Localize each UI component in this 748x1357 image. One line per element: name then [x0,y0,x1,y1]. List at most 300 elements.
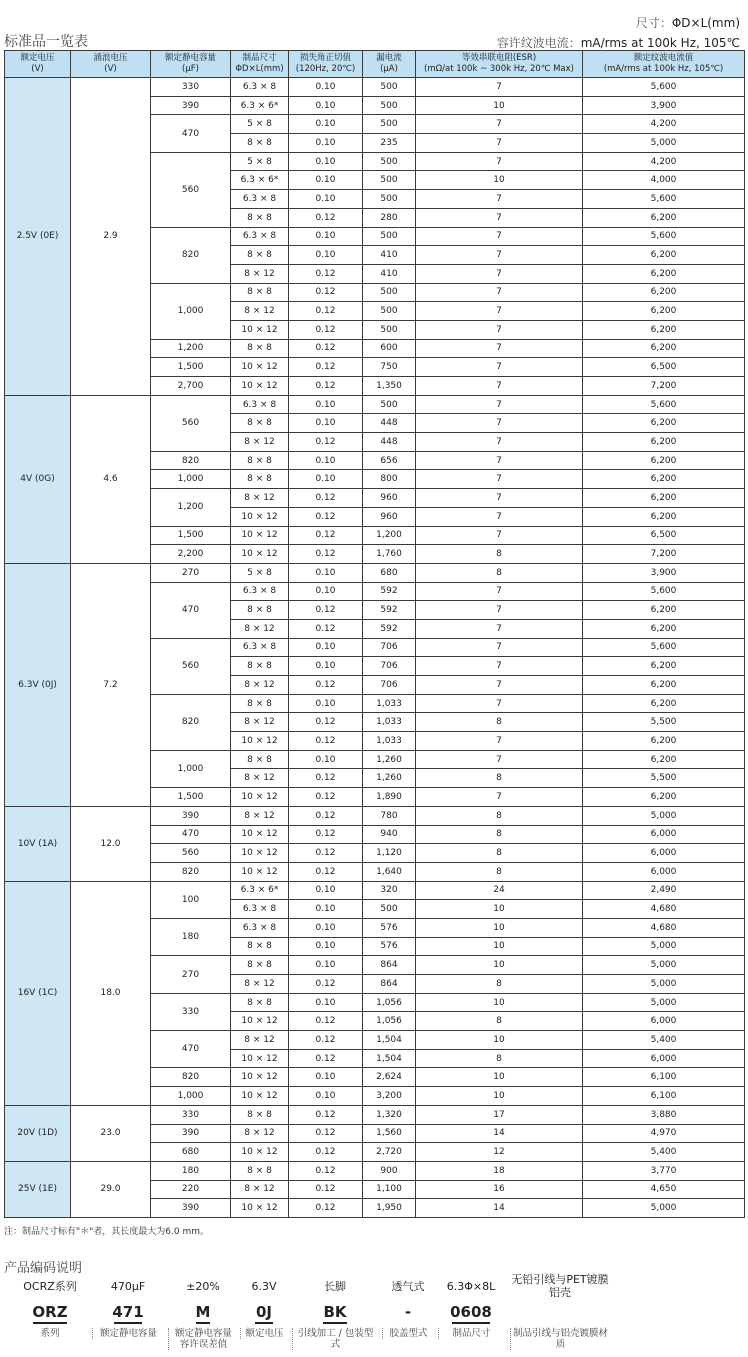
size-cell: 8 × 12 [231,302,289,321]
tan-delta-cell: 0.12 [289,1161,363,1180]
code-example: 470μF [110,1279,146,1293]
table-header [5,51,745,78]
esr-cell: 14 [416,1124,583,1143]
tan-delta-cell: 0.10 [289,638,363,657]
ripple-cell: 6,200 [583,451,745,470]
leakage-cell: 500 [363,190,416,209]
column-header-title: 额定静电容量 [164,53,216,63]
leakage-cell: 280 [363,208,416,227]
size-cell: 8 × 12 [231,713,289,732]
leakage-cell: 750 [363,358,416,377]
size-cell: 10 × 12 [231,358,289,377]
esr-cell: 10 [416,96,583,115]
size-cell: 6.3 × 8 [231,900,289,919]
column-header-title: 额定电压 [20,53,55,63]
code-underline [196,1322,210,1324]
ripple-cell: 5,000 [583,993,745,1012]
capacitance-cell: 560 [151,844,231,863]
tan-delta-cell: 0.12 [289,302,363,321]
code-description: 额定电压 [240,1328,288,1339]
leakage-cell: 592 [363,619,416,638]
size-cell: 8 × 8 [231,208,289,227]
surge-voltage-cell: 29.0 [71,1161,151,1217]
tan-delta-cell: 0.12 [289,862,363,881]
table-row [5,563,745,582]
column-header-unit: (120Hz, 20℃) [295,64,356,74]
leakage-cell: 410 [363,264,416,283]
tan-delta-cell: 0.10 [289,956,363,975]
tan-delta-cell: 0.10 [289,563,363,582]
ripple-cell: 6,200 [583,246,745,265]
tan-delta-cell: 0.12 [289,788,363,807]
ripple-cell: 4,680 [583,900,745,919]
capacitance-cell: 560 [151,152,231,227]
column-header-title: 制品尺寸 [242,53,277,63]
table-row [5,806,745,825]
code-description: 引线加工 / 包装型式 [292,1328,378,1350]
size-cell: 10 × 12 [231,526,289,545]
ripple-cell: 6,200 [583,489,745,508]
size-cell: 8 × 12 [231,1031,289,1050]
esr-cell: 7 [416,676,583,695]
column-header-unit: (μA) [380,64,398,74]
ripple-cell: 5,600 [583,227,745,246]
column-header-unit: (V) [31,64,44,74]
leakage-cell: 500 [363,302,416,321]
code-example: 透气式 [391,1279,425,1293]
size-cell: 10 × 12 [231,320,289,339]
leakage-cell: 1,056 [363,1012,416,1031]
esr-cell: 7 [416,395,583,414]
esr-cell: 7 [416,358,583,377]
footnote: 注：制品尺寸标有"＊"者，其长度最大为6.0 mm。 [4,1227,209,1237]
capacitance-cell: 330 [151,993,231,1030]
size-cell: 6.3 × 8 [231,582,289,601]
esr-cell: 7 [416,264,583,283]
ripple-cell: 6,500 [583,358,745,377]
tan-delta-cell: 0.12 [289,806,363,825]
tan-delta-cell: 0.10 [289,582,363,601]
tan-delta-cell: 0.12 [289,358,363,377]
tan-delta-cell: 0.12 [289,507,363,526]
code-example: 6.3V [251,1279,277,1293]
tan-delta-cell: 0.10 [289,78,363,97]
tan-delta-cell: 0.12 [289,264,363,283]
size-cell: 10 × 12 [231,732,289,751]
esr-cell: 8 [416,769,583,788]
rated-voltage-cell: 2.5V (0E) [5,78,71,396]
leakage-cell: 500 [363,395,416,414]
leakage-cell: 2,720 [363,1143,416,1162]
esr-cell: 7 [416,320,583,339]
capacitance-cell: 2,700 [151,377,231,396]
capacitance-cell: 2,200 [151,545,231,564]
capacitance-cell: 100 [151,881,231,918]
esr-cell: 12 [416,1143,583,1162]
leakage-cell: 1,033 [363,713,416,732]
ripple-cell: 3,900 [583,96,745,115]
esr-cell: 7 [416,619,583,638]
tan-delta-cell: 0.12 [289,320,363,339]
capacitance-cell: 390 [151,1199,231,1218]
code-underline [114,1322,142,1324]
table-row [5,881,745,900]
ripple-cell: 5,600 [583,78,745,97]
code-section-title: 产品编码说明 [4,1261,83,1276]
leakage-cell: 500 [363,115,416,134]
ripple-cell: 7,200 [583,545,745,564]
size-cell: 10 × 12 [231,1143,289,1162]
ripple-cell: 6,200 [583,732,745,751]
size-cell: 6.3 × 8 [231,190,289,209]
leakage-cell: 1,504 [363,1049,416,1068]
capacitance-cell: 390 [151,1124,231,1143]
column-header-unit: (mΩ/at 100k ~ 300k Hz, 20℃ Max) [424,64,574,74]
size-cell: 6.3 × 8 [231,227,289,246]
ripple-cell: 5,600 [583,582,745,601]
esr-cell: 8 [416,713,583,732]
size-cell: 8 × 12 [231,806,289,825]
tan-delta-cell: 0.12 [289,1031,363,1050]
size-cell: 6.3 × 6* [231,96,289,115]
esr-cell: 7 [416,283,583,302]
tan-delta-cell: 0.12 [289,1105,363,1124]
size-cell: 10 × 12 [231,825,289,844]
tan-delta-cell: 0.10 [289,694,363,713]
capacitance-cell: 390 [151,96,231,115]
leakage-cell: 1,560 [363,1124,416,1143]
tan-delta-cell: 0.12 [289,601,363,620]
esr-cell: 7 [416,451,583,470]
esr-cell: 7 [416,339,583,358]
code-value: - [404,1303,412,1321]
size-cell: 5 × 8 [231,115,289,134]
size-cell: 6.3 × 6* [231,171,289,190]
code-description: 系列 [40,1328,60,1339]
esr-cell: 7 [416,78,583,97]
code-underline [452,1322,490,1324]
code-example: OCRZ系列 [23,1279,77,1293]
capacitance-cell: 470 [151,582,231,638]
size-cell: 5 × 8 [231,152,289,171]
ripple-cell: 2,490 [583,881,745,900]
leakage-cell: 2,624 [363,1068,416,1087]
code-segment [92,1270,164,1339]
esr-cell: 8 [416,806,583,825]
surge-voltage-cell: 2.9 [71,78,151,396]
capacitance-cell: 820 [151,1068,231,1087]
esr-cell: 7 [416,377,583,396]
esr-cell: 7 [416,582,583,601]
esr-cell: 10 [416,1031,583,1050]
leakage-cell: 656 [363,451,416,470]
tan-delta-cell: 0.10 [289,918,363,937]
ripple-cell: 5,000 [583,806,745,825]
ripple-cell: 6,500 [583,526,745,545]
leakage-cell: 780 [363,806,416,825]
leakage-cell: 1,200 [363,526,416,545]
tan-delta-cell: 0.10 [289,246,363,265]
ripple-cell: 5,000 [583,956,745,975]
rated-voltage-cell: 20V (1D) [5,1105,71,1161]
capacitance-cell: 330 [151,78,231,97]
ripple-cell: 5,000 [583,975,745,994]
column-header-title: 等效串联电阻(ESR) [461,53,537,63]
ripple-cell: 6,200 [583,507,745,526]
esr-cell: 8 [416,825,583,844]
ripple-cell: 3,770 [583,1161,745,1180]
capacitance-cell: 680 [151,1143,231,1162]
esr-cell: 7 [416,134,583,153]
size-cell: 10 × 12 [231,862,289,881]
esr-cell: 7 [416,601,583,620]
code-description: 胶盖型式 [382,1328,434,1339]
tan-delta-cell: 0.12 [289,713,363,732]
ripple-cell: 5,600 [583,395,745,414]
size-cell: 5 × 8 [231,563,289,582]
size-cell: 8 × 8 [231,601,289,620]
code-segment [382,1270,434,1339]
code-description: 制品引线与铝壳镀膜材质 [510,1328,610,1350]
ripple-cell: 6,200 [583,414,745,433]
code-description: 额定静电容量容许误差值 [168,1328,238,1350]
tan-delta-cell: 0.10 [289,96,363,115]
ripple-cell: 6,200 [583,320,745,339]
tan-delta-cell: 0.10 [289,1087,363,1106]
ripple-cell: 6,000 [583,825,745,844]
leakage-cell: 706 [363,638,416,657]
code-value: ORZ [32,1303,68,1321]
rated-voltage-cell: 6.3V (0J) [5,563,71,806]
size-cell: 8 × 8 [231,451,289,470]
tan-delta-cell: 0.10 [289,152,363,171]
column-header-unit: (V) [104,64,117,74]
surge-voltage-cell: 23.0 [71,1105,151,1161]
ripple-cell: 7,200 [583,377,745,396]
size-cell: 8 × 12 [231,1180,289,1199]
tan-delta-cell: 0.10 [289,657,363,676]
ripple-cell: 6,000 [583,862,745,881]
leakage-cell: 800 [363,470,416,489]
tan-delta-cell: 0.10 [289,750,363,769]
size-cell: 8 × 8 [231,694,289,713]
leakage-cell: 500 [363,171,416,190]
column-header [289,51,363,78]
ripple-cell: 6,200 [583,433,745,452]
ripple-cell: 6,000 [583,1049,745,1068]
code-underline [255,1322,273,1324]
size-cell: 8 × 8 [231,246,289,265]
column-header [416,51,583,78]
esr-cell: 7 [416,526,583,545]
leakage-cell: 576 [363,918,416,937]
leakage-cell: 940 [363,825,416,844]
size-cell: 10 × 12 [231,1012,289,1031]
esr-cell: 7 [416,302,583,321]
size-cell: 8 × 12 [231,433,289,452]
tan-delta-cell: 0.12 [289,545,363,564]
tan-delta-cell: 0.12 [289,489,363,508]
code-example: ±20% [186,1279,220,1293]
column-header [71,51,151,78]
tan-delta-cell: 0.12 [289,825,363,844]
code-value: M [195,1303,211,1321]
esr-cell: 7 [416,115,583,134]
tan-delta-cell: 0.10 [289,414,363,433]
size-cell: 8 × 8 [231,134,289,153]
capacitance-cell: 1,200 [151,489,231,526]
esr-cell: 10 [416,918,583,937]
ripple-cell: 6,200 [583,264,745,283]
tan-delta-cell: 0.12 [289,377,363,396]
tan-delta-cell: 0.12 [289,769,363,788]
code-example: 长脚 [324,1279,346,1293]
tan-delta-cell: 0.12 [289,619,363,638]
leakage-cell: 960 [363,489,416,508]
leakage-cell: 3,200 [363,1087,416,1106]
size-cell: 10 × 12 [231,1049,289,1068]
tan-delta-cell: 0.12 [289,1199,363,1218]
code-segment [438,1270,504,1339]
leakage-cell: 1,640 [363,862,416,881]
column-header-title: 额定纹波电流值 [633,53,694,63]
esr-cell: 7 [416,788,583,807]
rated-voltage-cell: 16V (1C) [5,881,71,1105]
tan-delta-cell: 0.10 [289,227,363,246]
esr-cell: 14 [416,1199,583,1218]
size-cell: 8 × 12 [231,975,289,994]
column-header-unit: ΦD×L(mm) [235,64,284,74]
esr-cell: 7 [416,414,583,433]
tan-delta-cell: 0.12 [289,676,363,695]
column-header [363,51,416,78]
esr-cell: 8 [416,844,583,863]
size-cell: 8 × 8 [231,657,289,676]
esr-cell: 7 [416,208,583,227]
leakage-cell: 680 [363,563,416,582]
leakage-cell: 500 [363,227,416,246]
tan-delta-cell: 0.12 [289,1124,363,1143]
column-header-title: 损失角正切值 [299,53,351,63]
table-row [5,395,745,414]
capacitance-cell: 470 [151,115,231,152]
ripple-cell: 5,600 [583,190,745,209]
leakage-cell: 1,760 [363,545,416,564]
tan-delta-cell: 0.12 [289,844,363,863]
esr-cell: 7 [416,489,583,508]
tan-delta-cell: 0.10 [289,993,363,1012]
esr-cell: 7 [416,732,583,751]
size-cell: 8 × 12 [231,1124,289,1143]
code-underline [323,1322,347,1324]
size-cell: 8 × 12 [231,264,289,283]
esr-cell: 7 [416,227,583,246]
code-underline [33,1322,67,1324]
leakage-cell: 1,890 [363,788,416,807]
tan-delta-cell: 0.10 [289,470,363,489]
leakage-cell: 592 [363,601,416,620]
size-cell: 8 × 12 [231,769,289,788]
tan-delta-cell: 0.10 [289,451,363,470]
ripple-cell: 6,200 [583,601,745,620]
esr-cell: 7 [416,246,583,265]
size-cell: 6.3 × 6* [231,881,289,900]
tan-delta-cell: 0.12 [289,208,363,227]
size-cell: 8 × 8 [231,1105,289,1124]
column-header-title: 漏电流 [376,53,402,63]
ripple-cell: 4,650 [583,1180,745,1199]
size-cell: 8 × 8 [231,750,289,769]
leakage-cell: 1,120 [363,844,416,863]
leakage-cell: 1,320 [363,1105,416,1124]
tan-delta-cell: 0.12 [289,526,363,545]
esr-cell: 7 [416,433,583,452]
tan-delta-cell: 0.10 [289,881,363,900]
ripple-cell: 5,500 [583,713,745,732]
ripple-cell: 6,100 [583,1087,745,1106]
capacitance-cell: 270 [151,563,231,582]
esr-cell: 8 [416,1049,583,1068]
tan-delta-cell: 0.10 [289,937,363,956]
code-value: 0J [255,1303,273,1321]
esr-cell: 8 [416,862,583,881]
leakage-cell: 592 [363,582,416,601]
capacitance-cell: 330 [151,1105,231,1124]
ripple-unit-value: mA/rms at 100k Hz, 105℃ [580,36,740,50]
code-example: 无铅引线与PET镀膜铝壳 [511,1273,609,1299]
tan-delta-cell: 0.12 [289,283,363,302]
capacitance-cell: 1,500 [151,526,231,545]
capacitance-cell: 820 [151,862,231,881]
column-header [151,51,231,78]
capacitance-cell: 470 [151,1031,231,1068]
capacitance-cell: 1,000 [151,283,231,339]
capacitance-cell: 390 [151,806,231,825]
ripple-cell: 5,000 [583,1199,745,1218]
ripple-cell: 6,200 [583,302,745,321]
rated-voltage-cell: 4V (0G) [5,395,71,563]
esr-cell: 8 [416,563,583,582]
code-segment [240,1270,288,1339]
code-value [510,1302,610,1322]
code-example: 6.3Φ×8L [446,1279,496,1293]
esr-cell: 16 [416,1180,583,1199]
leakage-cell: 1,100 [363,1180,416,1199]
esr-cell: 10 [416,937,583,956]
size-cell: 10 × 12 [231,507,289,526]
column-header-title: 涌浪电压 [93,53,128,63]
ripple-cell: 3,900 [583,563,745,582]
tan-delta-cell: 0.10 [289,1068,363,1087]
code-segment [14,1270,86,1339]
capacitance-cell: 470 [151,825,231,844]
size-cell: 6.3 × 8 [231,918,289,937]
ripple-unit-line [497,34,740,51]
page-title: 标准品一览表 [4,34,88,50]
column-header-unit: (μF) [182,64,199,74]
ripple-cell: 6,000 [583,844,745,863]
size-unit-value: ΦD×L(mm) [671,16,740,30]
size-cell: 6.3 × 8 [231,395,289,414]
capacitance-cell: 180 [151,1161,231,1180]
spec-table [4,50,745,1218]
leakage-cell: 1,056 [363,993,416,1012]
esr-cell: 8 [416,975,583,994]
capacitance-cell: 1,000 [151,1087,231,1106]
table-row [5,78,745,97]
size-cell: 8 × 8 [231,283,289,302]
column-header [231,51,289,78]
